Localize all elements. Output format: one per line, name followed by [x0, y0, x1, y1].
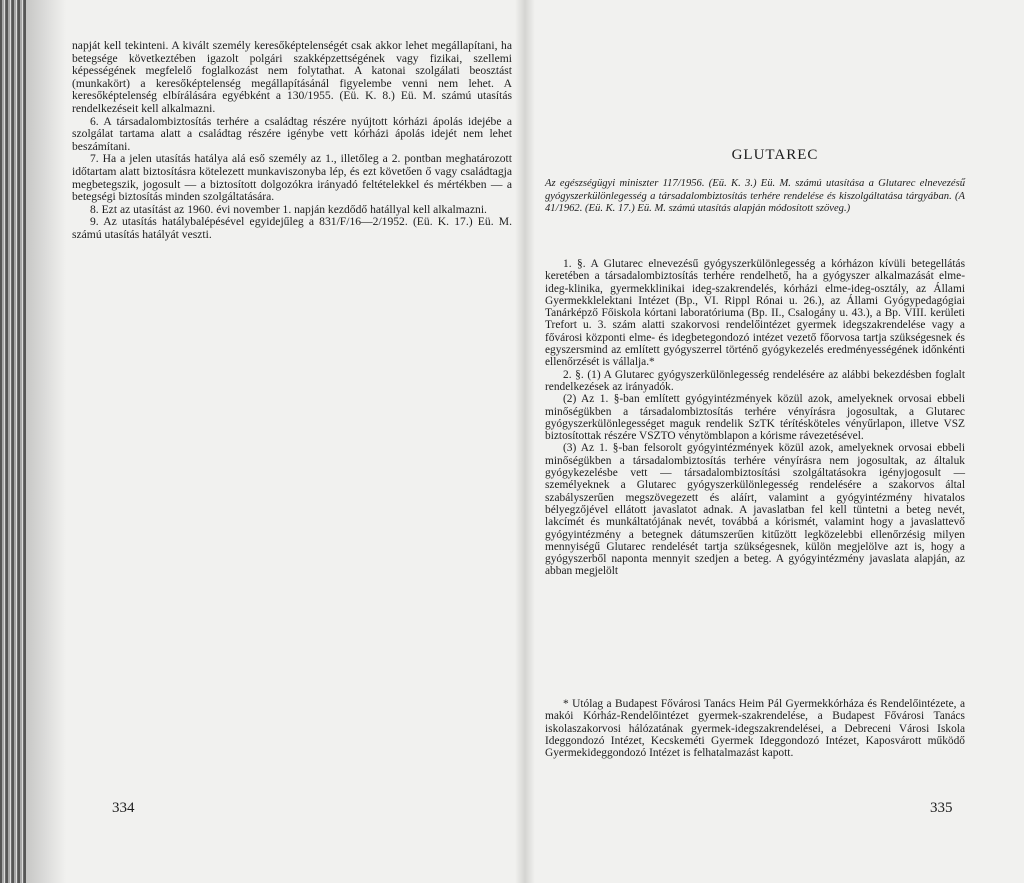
right-paragraph-2-3: (3) Az 1. §-ban felsorolt gyógyintézmények közül azok, amelyeknek orvosai ebbeli minőségükben a társadalombiztosítás terhére vényírásra nem jogosultak, az általuk gyógykezelésbe vett — társadalombiztosítási szolgáltatásokra igényjogosult — személyeknek a Glutarec gyógyszerkülönlegesség rendelésére a szakorvos által szabályszerűen megszövegezett és aláírt, valamint a gyógyintézmény hivatalos bélyegzőjével ellátott javaslatot adnak. A javaslatban fel kell tüntetni a beteg nevét, lakcímét és munkáltatójának nevét, továbbá a kórismét, valamint hogy a javaslattevő gyógyintézmény a betegnek dátumszerűen kitűzött legközelebbi ellenőrzésig milyen mennyiségű Glutarec rendelését tartja szükségesnek, külön megjelölve azt is, hogy a gyógyszerből naponta mennyit szedjen a beteg. A gyógyintézmény javaslata alapján, az abban megjelölt [545, 442, 965, 578]
page-number-left: 334 [112, 800, 135, 816]
left-paragraph-continuation: napját kell tekinteni. A kivált személy keresőképtelenségét csak akkor lehet megállapítani, ha betegsége következtében igazolt polgári szakképzettségének vagy fizikai, szellemi képességének megfelelő foglalkozást nem folytathat. A katonai szolgálati beosztást (munkakört) a keresőképtelenség megállapításánál figyelembe venni nem lehet. A keresőképtelenség elbírálására egyébként a 130/1955. (Eü. K. 8.) Eü. M. számú utasítás rendelkezéseit kell alkalmazni. [72, 39, 512, 115]
right-paragraph-2-1: 2. §. (1) A Glutarec gyógyszerkülönlegesség rendelésére az alábbi bekezdésben foglalt rendelkezések az irányadók. [545, 368, 965, 393]
left-paragraph-7: 7. Ha a jelen utasítás hatálya alá eső személy az 1., illetőleg a 2. pontban meghatározott időtartam alatt biztosításra kötelezett munkaviszonyba lép, és ezt követően ő vagy családtagja megbetegszik, jogosult — a biztosított dolgozókra irányadó feltételekkel és mértékben — a betegségi biztosítás minden szolgáltatására. [72, 152, 512, 204]
book-binding-edge [0, 0, 26, 883]
left-page [40, 0, 520, 883]
page-number-right: 335 [930, 800, 953, 816]
section-heading: GLUTAREC [731, 147, 819, 163]
left-paragraph-9: 9. Az utasítás hatálybalépésével egyidejűleg a 831/F/16—2/1952. (Eü. K. 17.) Eü. M. számú utasítás hatályát veszti. [72, 215, 512, 241]
left-page-body [72, 40, 512, 242]
left-paragraph-6: 6. A társadalombiztosítás terhére a családtag részére nyújtott kórházi ápolás idejébe a szolgálat tartama alatt a családtag részére igénybe vett kórházi ápolás idejét nem lehet beszámítani. [72, 114, 512, 153]
left-paragraph-8: 8. Ezt az utasítást az 1960. évi november 1. napján kezdődő hatállyal kell alkalmazni. [90, 202, 487, 216]
right-paragraph-2-2: (2) Az 1. §-ban említett gyógyintézmények közül azok, amelyeknek orvosai ebbeli minőségükben a társadalombiztosítás terhére vényírásra jogosultak, a Glutarec gyógyszerkülönlegességet maguk rendelik SzTK térítésköteles vényűrlapon, illetve VSZ biztosítottak részére VSZTO vénytömblapon a kórisme rávezetésével. [545, 393, 965, 443]
right-page [535, 0, 1015, 883]
footnote: * Utólag a Budapest Fővárosi Tanács Heim Pál Gyermekkórháza és Rendelőintézete, a makói Kórház-Rendelőintézet gyermek-szakrendelése, a Budapest Fővárosi Tanács iskolaszakorvosi hálózatának gyermek-idegszakrendelései, a Debreceni Városi Iskola Ideggondozó Intézet, Kecskeméti Gyermek Ideggondozó Intézet, Kaposvárott működő Gyermekideggondozó Intézet is felhatalmazást kapott. [545, 698, 965, 760]
source-citation: Az egészségügyi miniszter 117/1956. (Eü. K. 3.) Eü. M. számú utasítása a Glutarec elnevezésű gyógyszerkülönlegesség a társadalombiztosítás terhére rendelése és kiszolgáltatása tárgyában. (A 41/1962. (Eü. K. 17.) Eü. M. számú utasítás alapján módosított szöveg.) [545, 178, 965, 214]
right-page-body [545, 258, 965, 578]
right-paragraph-1: 1. §. A Glutarec elnevezésű gyógyszerkülönlegesség a kórházon kívüli betegellátás keretében a társadalombiztosítás terhére rendelhető, ha a gyógyszer alkalmazását elme-ideg-klinika, gyermekklinikai ideg-szakrendelés, kórházi elme-ideg-osztály, az Állami Gyermekklelektani Intézet (Bp., VI. Rippl Rónai u. 26.), az Állami Gyógypedagógiai Tanárképző Főiskola kórtani laboratóriuma (Bp. II., Csalogány u. 43.), a Bp. VIII. kerületi Trefort u. 3. szám alatti szakorvosi rendelőintézet gyermek idegszakrendelése vagy a fővárosi központi elme- és idegbetegondozó intézet vezető főorvosa tartja szükségesnek és egyszersmind az említett gyógyszerrel történő gyógykezelés eredményességének időnkénti ellenőrzését is vállalja.* [545, 258, 965, 369]
